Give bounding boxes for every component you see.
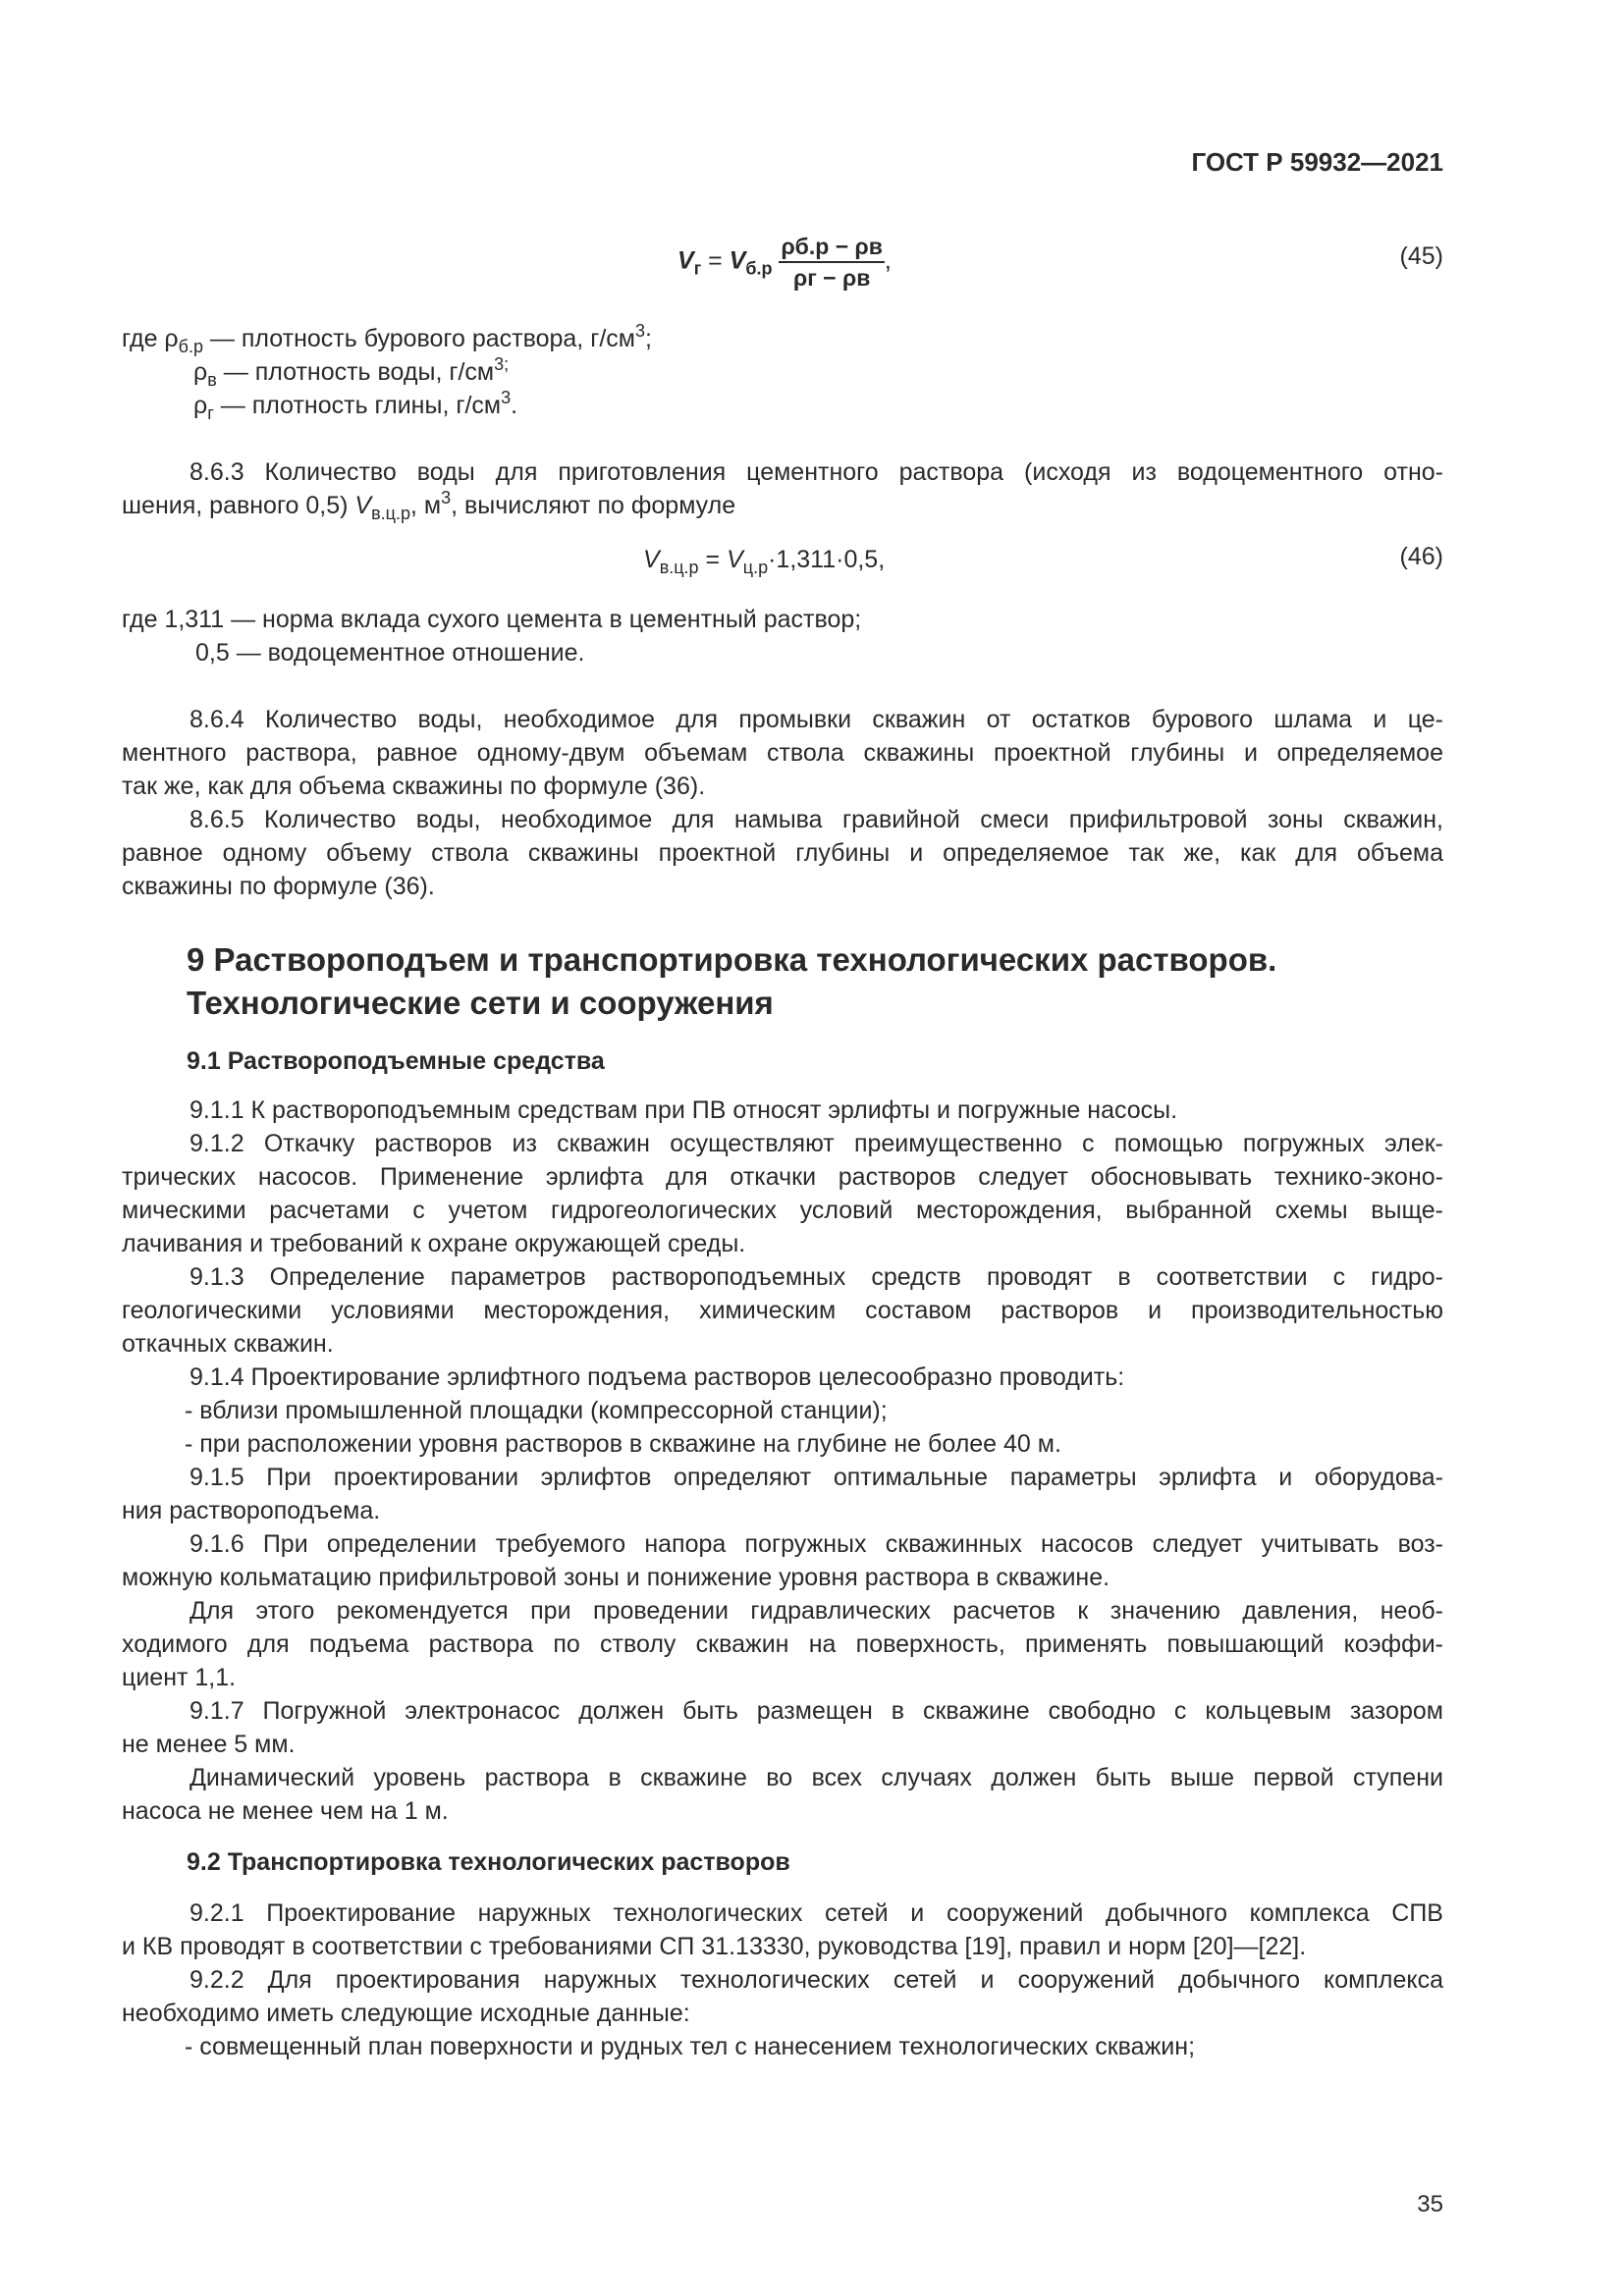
p913-line-3: откачных скважин.: [122, 1330, 334, 1358]
p915-line-2: ния раствороподъема.: [122, 1497, 381, 1524]
p865-line-1: 8.6.5 Количество воды, необходимое для намыва гравийной смеси прифильтровой зоны скважин,: [189, 806, 1443, 833]
p917-line-1: 9.1.7 Погружной электронасос должен быть размещен в скважине свободно с кольцевым зазором: [189, 1697, 1443, 1725]
p916b-line-3: циент 1,1.: [122, 1664, 237, 1691]
eq45-lhs: V: [677, 246, 694, 275]
eq45-numerator: ρб.р − ρв: [779, 234, 884, 263]
where45-line-1: где $\rho_{б.р}$ — плотность бурового раствора, $г/см^3$;: [122, 321, 652, 356]
p917b-line-1: Динамический уровень раствора в скважине во всех случаях должен быть выше первой ступени: [189, 1764, 1443, 1791]
p863-line-2: шения, равного 0,5) $V_{в.ц.р}$, $м^3$, вычисляют по формуле: [122, 488, 736, 523]
p915-line-1: 9.1.5 При проектировании эрлифтов определяют оптимальные параметры эрлифта и оборудова-: [189, 1464, 1443, 1491]
p917b-line-2: насоса не менее чем на 1 м.: [122, 1797, 449, 1825]
subsection-9-1-title: 9.1 Раствороподъемные средства: [187, 1047, 605, 1075]
eq45-number: (45): [1399, 242, 1443, 270]
p912-line-2: трических насосов. Применение эрлифта для откачки растворов следует обосновывать технико-эконо-: [122, 1163, 1443, 1191]
p912-line-1: 9.1.2 Откачку растворов из скважин осуществляют преимущественно с помощью погружных элек-: [189, 1130, 1443, 1157]
p917-line-2: не менее 5 мм.: [122, 1731, 296, 1758]
list914-item-1: - вблизи промышленной площадки (компрессорной станции);: [185, 1397, 888, 1424]
p916b-line-1: Для этого рекомендуется при проведении гидравлических расчетов к значению давления, необ-: [189, 1597, 1443, 1625]
p912-line-4: лачивания и требований к охране окружающей среды.: [122, 1230, 746, 1257]
p921-line-2: и КВ проводят в соответствии с требованиями СП 31.13330, руководства [19], правил и норм [20]—[22].: [122, 1933, 1307, 1960]
p911: 9.1.1 К раствороподъемным средствам при ПВ относят эрлифты и погружные насосы.: [189, 1096, 1178, 1124]
equation-45: $V_г = V_{б.р}$ $\frac{\rho б.р - \rho в}{\rho г - \rho в}$ ,: [677, 234, 892, 291]
eq45-fraction: [779, 234, 884, 291]
p916-line-2: можную кольматацию прифильтровой зоны и понижение уровня раствора в скважине.: [122, 1564, 1110, 1591]
where45-line-3: $\rho_г$ — плотность глины, $г/см^3$.: [193, 388, 518, 423]
p912-line-3: мическими расчетами с учетом гидрогеологических условий месторождения, выбранной схемы выще-: [122, 1197, 1443, 1224]
subsection-9-2-title: 9.2 Транспортировка технологических растворов: [187, 1848, 790, 1876]
where46-line-1: где 1,311 — норма вклада сухого цемента в цементный раствор;: [122, 606, 862, 633]
p922-line-1: 9.2.2 Для проектирования наружных технологических сетей и сооружений добычного комплекса: [189, 1966, 1443, 1994]
p864-line-2: ментного раствора, равное одному-двум объемам ствола скважины проектной глубины и определяемое: [122, 739, 1443, 767]
p865-line-3: скважины по формуле (36).: [122, 873, 435, 900]
p863-line-1: 8.6.3 Количество воды для приготовления цементного раствора (исходя из водоцементного отно-: [189, 458, 1443, 486]
where46-line-2: 0,5 — водоцементное отношение.: [195, 639, 585, 667]
list922-item-1: - совмещенный план поверхности и рудных тел с нанесением технологических скважин;: [185, 2033, 1196, 2060]
p865-line-2: равное одному объему ствола скважины проектной глубины и определяемое так же, как для объема: [122, 839, 1443, 867]
p913-line-2: геологическими условиями месторождения, химическим составом растворов и производительностью: [122, 1297, 1443, 1324]
section-9-title-line-2: Технологические сети и сооружения: [187, 985, 774, 1021]
document-header: ГОСТ Р 59932—2021: [1191, 147, 1443, 177]
eq46-number: (46): [1399, 543, 1443, 570]
list914-item-2: - при расположении уровня растворов в скважине на глубине не более 40 м.: [185, 1430, 1061, 1458]
p916-line-1: 9.1.6 При определении требуемого напора погружных скважинных насосов следует учитывать воз-: [189, 1530, 1443, 1558]
where45-line-2: $\rho_в$ — плотность воды, $г/см^{3;}$: [193, 354, 510, 390]
p916b-line-2: ходимого для подъема раствора по стволу скважин на поверхность, применять повышающий коэффи-: [122, 1630, 1443, 1658]
eq45-denominator: ρг − ρв: [792, 265, 871, 291]
p914: 9.1.4 Проектирование эрлифтного подъема растворов целесообразно проводить:: [189, 1363, 1125, 1391]
p864-line-1: 8.6.4 Количество воды, необходимое для промывки скважин от остатков бурового шлама и це-: [189, 706, 1443, 733]
equation-46: $V_{в.ц.р} = V_{ц.р}\cdot 1,311\cdot 0,5$,: [643, 546, 886, 577]
section-9-title-line-1: 9 Раствороподъем и транспортировка технологических растворов.: [187, 941, 1277, 978]
p922-line-2: необходимо иметь следующие исходные данные:: [122, 2000, 690, 2027]
p864-line-3: так же, как для объема скважины по формуле (36).: [122, 773, 706, 800]
page-number: 35: [1417, 2191, 1443, 2217]
p921-line-1: 9.2.1 Проектирование наружных технологических сетей и сооружений добычного комплекса СПВ: [189, 1899, 1443, 1927]
p913-line-1: 9.1.3 Определение параметров раствороподъемных средств проводят в соответствии с гидро-: [189, 1263, 1443, 1291]
